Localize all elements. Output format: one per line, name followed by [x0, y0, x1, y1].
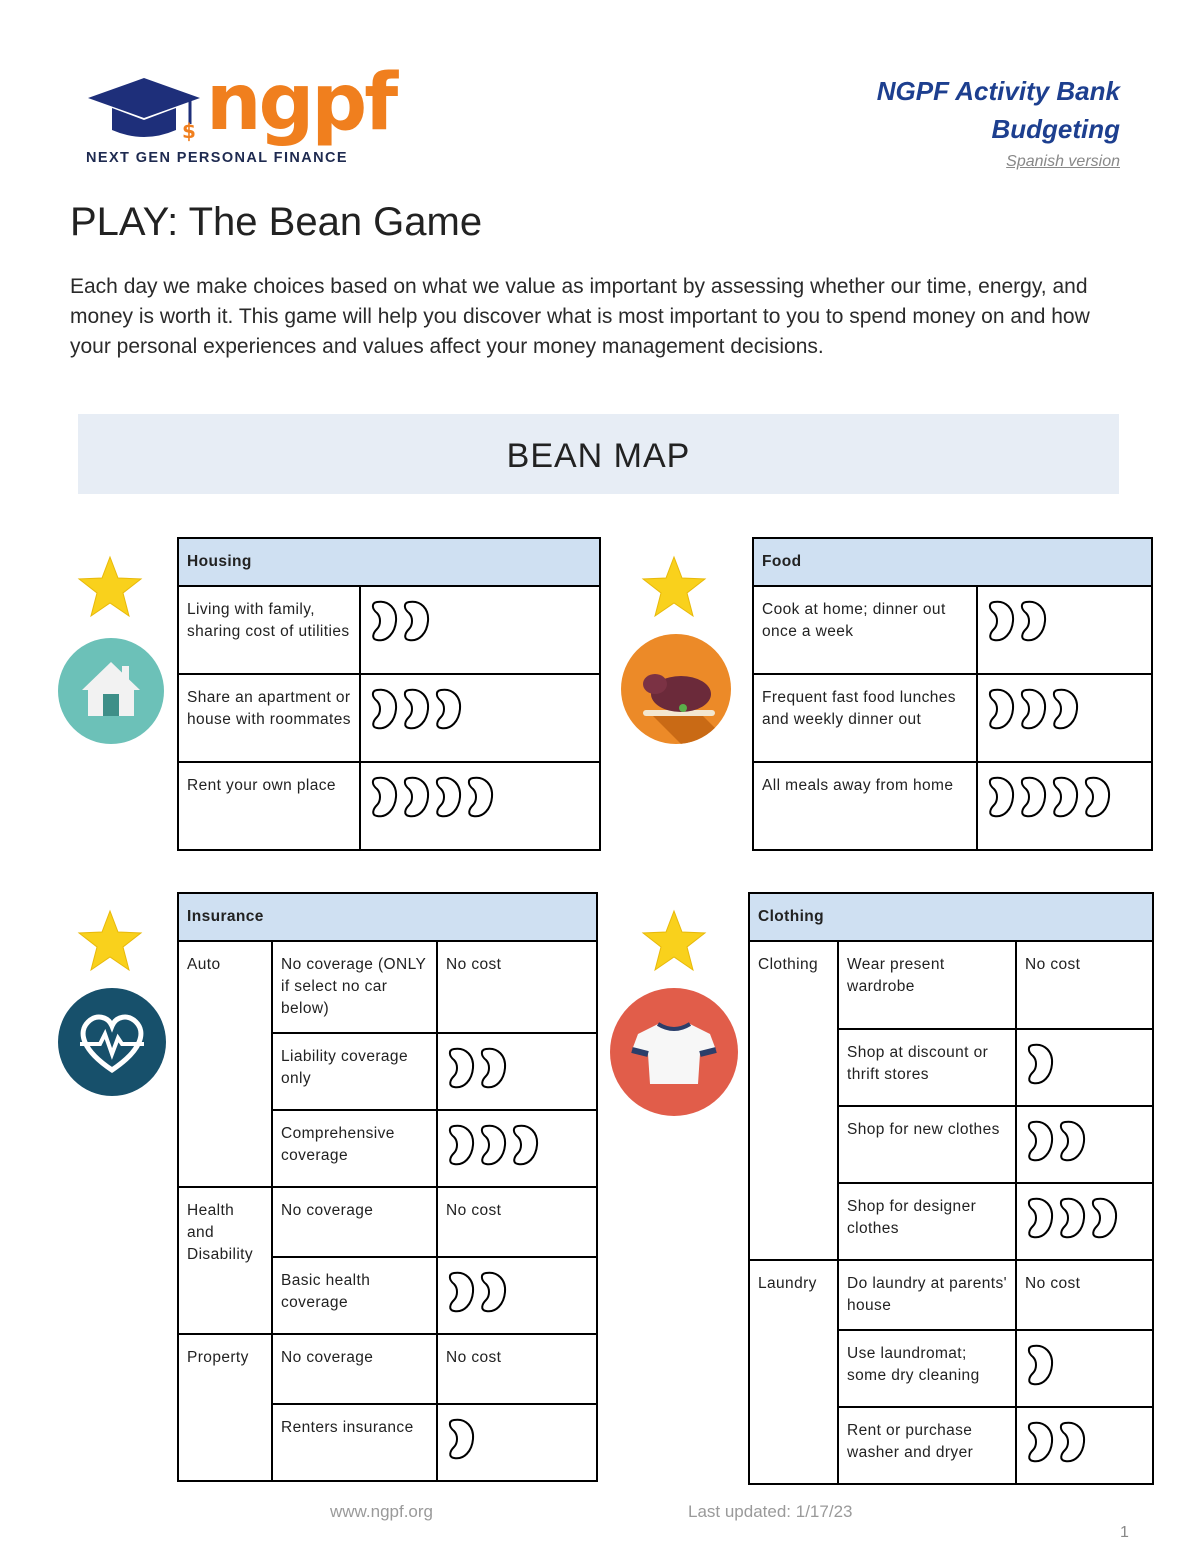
bean-icon — [446, 1123, 476, 1167]
bean-cell — [437, 1404, 597, 1481]
bean-icon — [1025, 1196, 1055, 1240]
bean-icon — [401, 599, 431, 643]
bean-icon — [1050, 687, 1080, 731]
cost-cell: No cost — [437, 1187, 597, 1257]
insurance-category: Auto — [178, 941, 272, 1187]
food-header: Food — [753, 538, 1152, 586]
logo-wordmark: ngpf — [206, 58, 396, 148]
insurance-option: Basic health coverage — [272, 1257, 437, 1334]
bean-icon — [986, 775, 1016, 819]
food-option: All meals away from home — [753, 762, 977, 850]
clothing-option: Wear present wardrobe — [838, 941, 1016, 1029]
star-icon — [76, 554, 144, 620]
bean-map-banner: BEAN MAP — [78, 414, 1119, 494]
bean-cell — [437, 1033, 597, 1110]
bean-icon — [478, 1123, 508, 1167]
bean-icon — [1057, 1420, 1087, 1464]
food-table — [752, 537, 1153, 851]
food-option: Frequent fast food lunches and weekly dinner out — [753, 674, 977, 762]
bean-icon — [446, 1046, 476, 1090]
food-option: Cook at home; dinner out once a week — [753, 586, 977, 674]
clothing-table — [748, 892, 1154, 1485]
house-icon — [58, 638, 164, 744]
bean-cell — [360, 586, 600, 674]
bean-cell — [1016, 1029, 1153, 1106]
heart-pulse-icon — [58, 988, 166, 1096]
star-icon — [640, 554, 708, 620]
bean-icon — [1018, 687, 1048, 731]
spanish-version-link[interactable]: Spanish version — [1006, 153, 1120, 170]
bean-icon — [401, 687, 431, 731]
housing-option: Share an apartment or house with roommates — [178, 674, 360, 762]
cost-cell: No cost — [437, 941, 597, 1033]
clothing-option: Shop at discount or thrift stores — [838, 1029, 1016, 1106]
bean-icon — [1082, 775, 1112, 819]
insurance-option: Liability coverage only — [272, 1033, 437, 1110]
bean-icon — [1057, 1196, 1087, 1240]
star-icon — [640, 908, 708, 974]
housing-table — [177, 537, 601, 851]
bean-icon — [433, 775, 463, 819]
bean-cell — [360, 674, 600, 762]
bean-cell — [437, 1257, 597, 1334]
bean-icon — [369, 687, 399, 731]
bean-icon — [1025, 1420, 1055, 1464]
bean-icon — [1057, 1119, 1087, 1163]
clothing-option: Use laundromat; some dry cleaning — [838, 1330, 1016, 1407]
ngpf-logo — [86, 58, 396, 176]
logo-tagline: NEXT GEN PERSONAL FINANCE — [86, 150, 348, 166]
insurance-option: No coverage — [272, 1334, 437, 1404]
bean-icon — [478, 1270, 508, 1314]
bean-icon — [369, 599, 399, 643]
clothing-option: Shop for designer clothes — [838, 1183, 1016, 1260]
cost-cell: No cost — [1016, 1260, 1153, 1330]
clothing-category: Laundry — [749, 1260, 838, 1484]
bean-cell — [1016, 1183, 1153, 1260]
bean-cell — [437, 1110, 597, 1187]
bean-icon — [986, 599, 1016, 643]
tshirt-icon — [610, 988, 738, 1116]
bean-icon — [1018, 599, 1048, 643]
insurance-category: Health and Disability — [178, 1187, 272, 1334]
insurance-option: No coverage — [272, 1187, 437, 1257]
bean-cell — [1016, 1407, 1153, 1484]
activity-bank-label: NGPF Activity Bank — [876, 76, 1120, 106]
bean-cell — [977, 762, 1152, 850]
bean-icon — [1025, 1042, 1055, 1086]
insurance-option: Renters insurance — [272, 1404, 437, 1481]
bean-cell — [360, 762, 600, 850]
clothing-header: Clothing — [749, 893, 1153, 941]
bean-icon — [1025, 1343, 1055, 1387]
bean-icon — [510, 1123, 540, 1167]
bean-icon — [1025, 1119, 1055, 1163]
cost-cell: No cost — [437, 1334, 597, 1404]
clothing-option: Rent or purchase washer and dryer — [838, 1407, 1016, 1484]
bean-icon — [465, 775, 495, 819]
bean-icon — [446, 1270, 476, 1314]
cost-cell: No cost — [1016, 941, 1153, 1029]
bean-cell — [977, 674, 1152, 762]
page-title: PLAY: The Bean Game — [70, 200, 483, 244]
bean-icon — [433, 687, 463, 731]
bean-icon — [478, 1046, 508, 1090]
housing-option: Living with family, sharing cost of utilities — [178, 586, 360, 674]
insurance-header: Insurance — [178, 893, 597, 941]
star-icon — [76, 908, 144, 974]
insurance-table — [177, 892, 598, 1482]
clothing-option: Do laundry at parents' house — [838, 1260, 1016, 1330]
topic-label: Budgeting — [991, 114, 1120, 144]
bean-icon — [369, 775, 399, 819]
bean-icon — [401, 775, 431, 819]
insurance-category: Property — [178, 1334, 272, 1481]
food-icon — [621, 634, 731, 744]
intro-paragraph: Each day we make choices based on what we value as important by assessing whether our time, energy, and money is worth it. This game will help you discover what is most important to you to spend money on and how your personal experiences and values affect your money management decisions. — [70, 275, 1090, 358]
insurance-option: No coverage (ONLY if select no car below) — [272, 941, 437, 1033]
bean-icon — [1050, 775, 1080, 819]
bean-icon — [1018, 775, 1048, 819]
housing-header: Housing — [178, 538, 600, 586]
housing-option: Rent your own place — [178, 762, 360, 850]
bean-icon — [986, 687, 1016, 731]
graduation-cap-icon — [86, 72, 206, 142]
page-number: 1 — [1120, 1524, 1129, 1541]
footer-last-updated: Last updated: 1/17/23 — [688, 1502, 853, 1521]
bean-cell — [977, 586, 1152, 674]
clothing-option: Shop for new clothes — [838, 1106, 1016, 1183]
insurance-option: Comprehensive coverage — [272, 1110, 437, 1187]
footer-url-link[interactable]: www.ngpf.org — [330, 1502, 433, 1521]
bean-cell — [1016, 1330, 1153, 1407]
bean-cell — [1016, 1106, 1153, 1183]
svg-text:$: $ — [182, 119, 196, 142]
bean-icon — [1089, 1196, 1119, 1240]
clothing-category: Clothing — [749, 941, 838, 1260]
bean-icon — [446, 1417, 476, 1461]
